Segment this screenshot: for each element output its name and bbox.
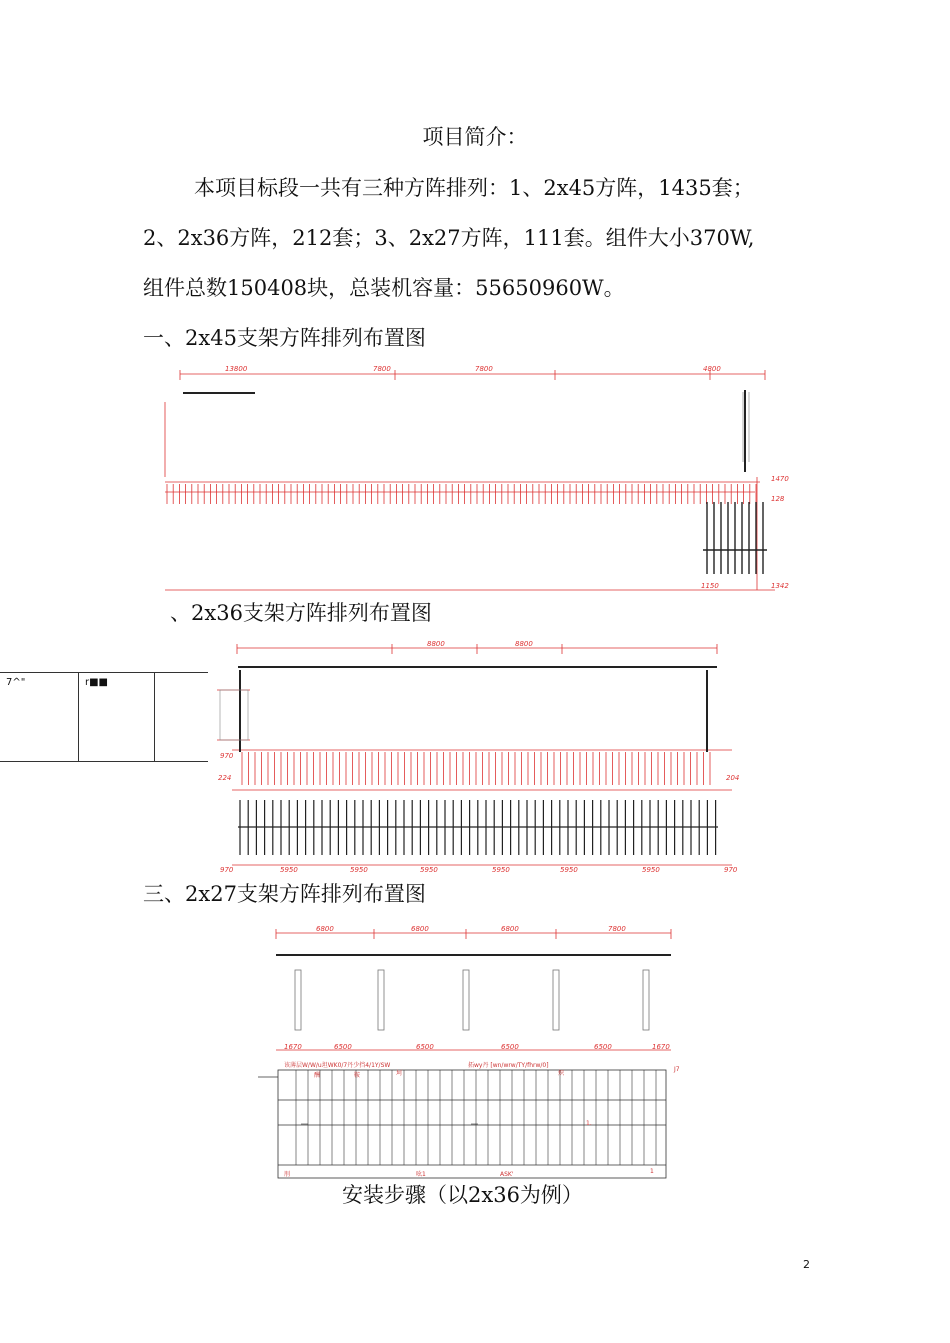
table-cell: 炽 (558, 1070, 565, 1077)
drawing-2x27 (256, 925, 696, 1183)
array-pile (378, 970, 384, 1030)
dim-label: 128 (771, 495, 785, 503)
dim-label: 7800 (373, 365, 391, 373)
array-pile (553, 970, 559, 1030)
dim-label: 6500 (334, 1043, 352, 1051)
array-pile (295, 970, 301, 1030)
array-pile (643, 970, 649, 1030)
section-heading-2x36: 、2x36支架方阵排列布置图 (170, 601, 432, 625)
dim-label: 13800 (225, 365, 248, 373)
dim-label: 5950 (492, 866, 510, 874)
dim-label: 970 (724, 866, 738, 874)
intro-line-1: 本项目标段一共有三种方阵排列：1、2x45方阵，1435套； (194, 176, 754, 200)
dim-label: 1670 (284, 1043, 302, 1051)
intro-line-3: 组件总数150408块，总装机容量：55650960W。 (143, 276, 625, 300)
section-heading-2x27: 三、2x27支架方阵排列布置图 (143, 882, 426, 906)
stub-cell (154, 673, 208, 761)
dim-label: 1150 (701, 582, 719, 590)
dim-label: 8800 (515, 640, 533, 648)
dim-label: 1670 (652, 1043, 670, 1051)
array-pile (463, 970, 469, 1030)
table-cell: 吆1 (416, 1171, 426, 1178)
table-header: 拓wy丹 [wn/wrw/TY/fhrw/0] (468, 1062, 549, 1069)
page-title: 项目简介： (422, 125, 528, 149)
table-note: 1. (586, 1120, 592, 1127)
table-header: 该薄层W/W/u坦WK0/7丹少挡4/1Y/SW (284, 1062, 391, 1069)
dim-label: 7800 (608, 925, 626, 933)
dim-label: 970 (220, 752, 234, 760)
section-heading-2x45: 一、2x45支架方阵排列布置图 (143, 326, 426, 350)
stub-table (0, 672, 208, 762)
table-cell: 刖 (284, 1171, 291, 1178)
page-number: 2 (803, 1258, 810, 1271)
dim-label: 6500 (594, 1043, 612, 1051)
dim-label: 1342 (771, 582, 789, 590)
dim-label: 6500 (416, 1043, 434, 1051)
dim-label: 6800 (501, 925, 519, 933)
dim-label: 4800 (703, 365, 721, 373)
dim-label: 1470 (771, 475, 789, 483)
dim-label: 970 (220, 866, 234, 874)
stub-cell: 7^" (6, 677, 26, 688)
dim-label: 6500 (501, 1043, 519, 1051)
table-cell: 1 (650, 1168, 654, 1175)
dim-label: 5950 (642, 866, 660, 874)
table-cell: J7 (674, 1066, 680, 1073)
dim-label: 224 (218, 774, 232, 782)
dim-label: 8800 (427, 640, 445, 648)
table-cell: 坷 (396, 1070, 403, 1077)
table-cell: 鞍 (354, 1072, 361, 1079)
dim-label: 5950 (350, 866, 368, 874)
table-cell: 酬 (314, 1072, 321, 1079)
stub-cell: r■■ (78, 673, 154, 761)
dim-label: 7800 (475, 365, 493, 373)
intro-line-2: 2、2x36方阵，212套；3、2x27方阵，111套。组件大小370W, (143, 226, 755, 250)
dim-label: 6800 (411, 925, 429, 933)
drawing-2x45 (145, 362, 795, 598)
install-caption: 安装步骤（以2x36为例） (342, 1183, 583, 1207)
drawing-2x36 (212, 640, 742, 876)
table-cell: ASK' (500, 1171, 514, 1178)
dim-label: 204 (726, 774, 740, 782)
dim-label: 6800 (316, 925, 334, 933)
dim-label: 5950 (280, 866, 298, 874)
dim-label: 5950 (560, 866, 578, 874)
dim-label: 5950 (420, 866, 438, 874)
